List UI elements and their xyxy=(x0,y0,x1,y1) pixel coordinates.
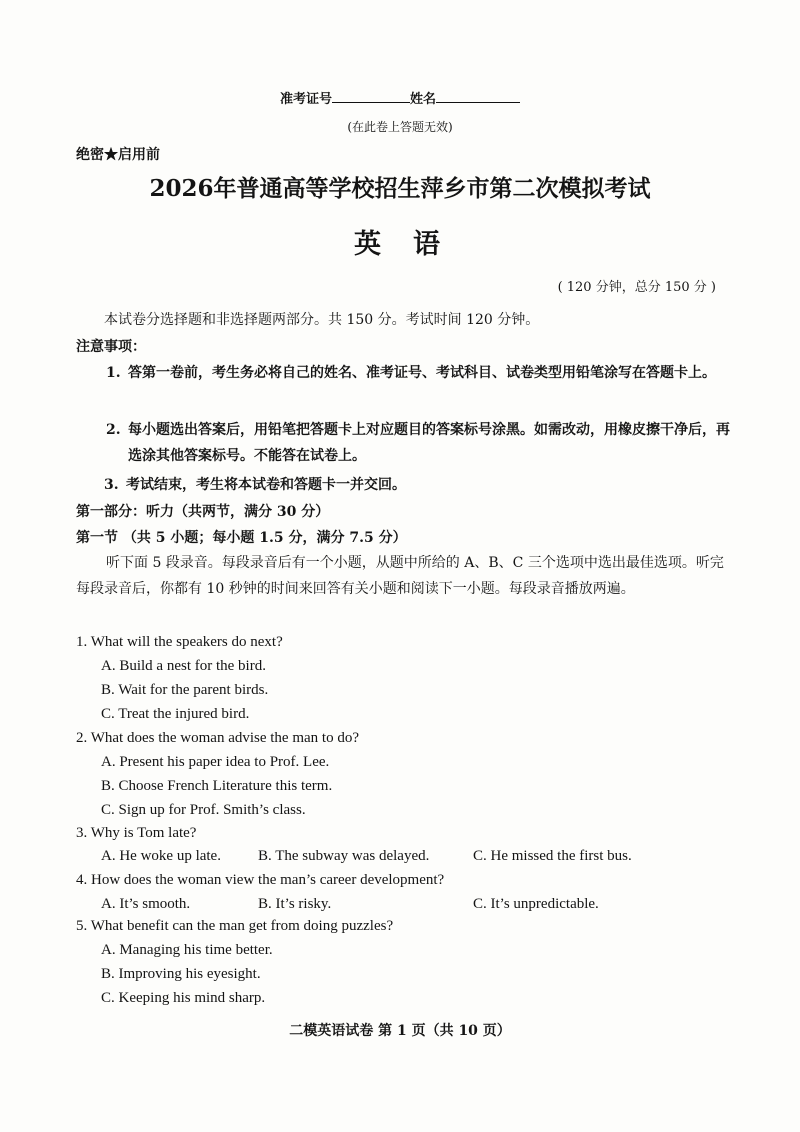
option-2b: B. Choose French Literature this term. xyxy=(101,778,333,794)
subject-title xyxy=(0,222,800,261)
option-1c: C. Treat the injured bird. xyxy=(101,706,250,722)
notice-item xyxy=(104,472,734,498)
candidate-info-line xyxy=(0,88,800,107)
notice-item xyxy=(106,360,736,386)
notice-heading: 注意事项： xyxy=(76,339,146,355)
exam-id-blank xyxy=(332,102,410,103)
option-1a: A. Build a nest for the bird. xyxy=(101,658,266,674)
option-5c: C. Keeping his mind sharp. xyxy=(101,990,266,1006)
name-blank xyxy=(436,102,520,103)
page-footer: 二模英语试卷 第 1 页（共 10 页） xyxy=(289,1023,511,1039)
exam-id-label: 准考证号 xyxy=(279,92,332,107)
option-3c: C. He missed the first bus. xyxy=(473,848,632,864)
subject-char-1: 英 xyxy=(354,229,387,260)
option-3a: A. He woke up late. xyxy=(101,848,221,864)
notice-item-number: 2. xyxy=(106,422,121,438)
notice-item-number: 3. xyxy=(104,477,119,493)
question-3: 3. Why is Tom late? xyxy=(76,825,197,841)
option-3b: B. The subway was delayed. xyxy=(258,848,430,864)
answer-invalid-note: (在此卷上答题无效) xyxy=(347,120,453,134)
notice-item xyxy=(106,417,736,469)
notice-item-text: 考试结束，考生将本试卷和答题卡一并交回。 xyxy=(126,477,406,493)
time-score-info: ( 120 分钟，总分 150 分 ) xyxy=(557,280,716,295)
option-2a: A. Present his paper idea to Prof. Lee. xyxy=(101,754,330,770)
question-1: 1. What will the speakers do next? xyxy=(76,634,283,650)
exam-title: 2026年普通高等学校招生萍乡市第二次模拟考试 xyxy=(149,175,651,202)
option-5a: A. Managing his time better. xyxy=(101,942,273,958)
option-2c: C. Sign up for Prof. Smith’s class. xyxy=(101,802,306,818)
question-2: 2. What does the woman advise the man to do? xyxy=(76,730,359,746)
section-one-heading: 第一节 （共 5 小题；每小题 1.5 分，满分 7.5 分） xyxy=(76,530,407,546)
question-5: 5. What benefit can the man get from doing puzzles? xyxy=(76,918,394,934)
option-4a: A. It’s smooth. xyxy=(101,896,191,912)
question-4: 4. How does the woman view the man’s career development? xyxy=(76,872,445,888)
part-one-heading: 第一部分：听力（共两节，满分 30 分） xyxy=(76,504,330,520)
listening-instructions: 听下面 5 段录音。每段录音后有一个小题，从题中所给的 A、B、C 三个选项中选出最佳选项。听完每段录音后，你都有 10 秒钟的时间来回答有关小题和阅读下一小题。每段录音播放两遍。 xyxy=(76,555,724,597)
option-1b: B. Wait for the parent birds. xyxy=(101,682,269,698)
intro-text: 本试卷分选择题和非选择题两部分。共 150 分。考试时间 120 分钟。 xyxy=(104,312,540,328)
option-4b: B. It’s risky. xyxy=(258,896,332,912)
confidential-mark: 绝密★启用前 xyxy=(76,147,160,163)
option-4c: C. It’s unpredictable. xyxy=(473,896,599,912)
option-5b: B. Improving his eyesight. xyxy=(101,966,261,982)
subject-char-2: 语 xyxy=(413,229,446,260)
notice-item-text: 每小题选出答案后，用铅笔把答题卡上对应题目的答案标号涂黑。如需改动，用橡皮擦干净后，再选涂其他答案标号。不能答在试卷上。 xyxy=(128,422,730,464)
name-label: 姓名 xyxy=(410,92,437,107)
notice-item-text: 答第一卷前，考生务必将自己的姓名、准考证号、考试科目、试卷类型用铅笔涂写在答题卡上。 xyxy=(128,365,716,381)
notice-item-number: 1. xyxy=(106,365,121,381)
